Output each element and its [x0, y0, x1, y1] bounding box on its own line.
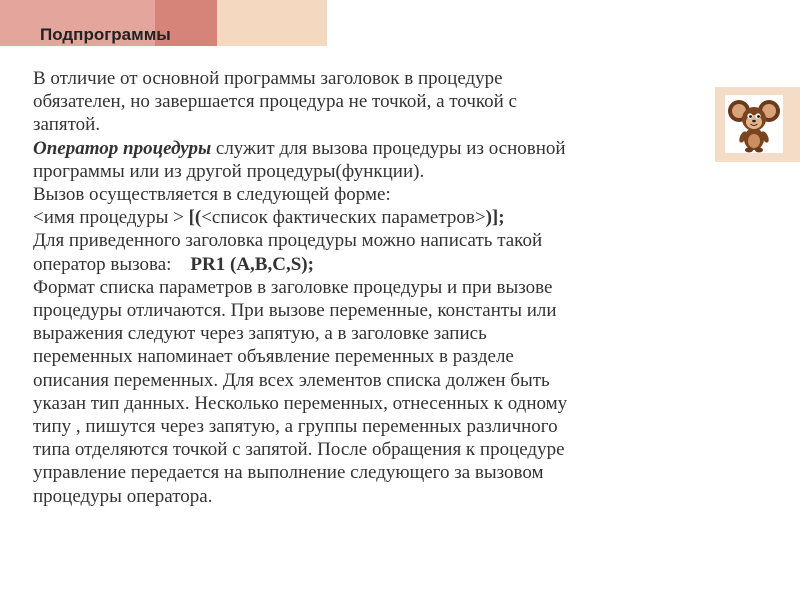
- body-line: В отличие от основной программы заголовок в процедуре: [33, 68, 503, 89]
- body-line: переменных напоминает объявление переменных в разделе: [33, 346, 514, 368]
- body-line: Вызов осуществляется в следующей форме:: [33, 184, 391, 206]
- body-line: описания переменных. Для всех элементов списка должен быть: [33, 369, 550, 391]
- call-example-code: PR1 (A,B,C,S);: [190, 253, 314, 275]
- call-example-line: [33, 253, 733, 276]
- body-line: обязателен, но завершается процедура не точкой, а точкой с: [33, 91, 517, 113]
- header-bar-segment-3: [217, 0, 327, 46]
- body-line: процедуры отличаются. При вызове переменные, константы или: [33, 300, 557, 322]
- mascot-frame: [725, 95, 783, 153]
- body-line: Формат списка параметров в заголовке процедуры и при вызове: [33, 276, 553, 298]
- body-line: управление передается на выполнение следующего за вызовом: [33, 462, 544, 484]
- slide-body: [33, 67, 733, 508]
- body-line: запятой.: [33, 114, 101, 136]
- syntax-close-bracket: )];: [485, 207, 505, 229]
- call-syntax-line: [33, 206, 733, 229]
- body-line: типа отделяются точкой с запятой. После обращения к процедуре: [33, 439, 565, 461]
- cheburashka-icon: [725, 95, 783, 153]
- body-line: [33, 137, 733, 160]
- body-line: процедуры оператора.: [33, 485, 213, 507]
- syntax-procedure-name: <имя процедуры >: [33, 207, 189, 229]
- body-line: типу , пишутся через запятую, а группы переменных различного: [33, 416, 558, 438]
- slide-title: Подпрограммы: [40, 25, 171, 44]
- syntax-param-list: <список фактических параметров>: [201, 207, 486, 229]
- body-text-run: оператор вызова:: [33, 253, 191, 275]
- body-line: выражения следуют через запятую, а в заголовке запись: [33, 323, 487, 345]
- procedure-operator-term: Оператор процедуры: [33, 137, 212, 159]
- body-line: Для приведенного заголовка процедуры можно написать такой: [33, 230, 543, 252]
- body-text-run: служит для вызова процедуры из основной: [211, 137, 566, 159]
- syntax-open-bracket: [(: [188, 207, 202, 229]
- body-line: указан тип данных. Несколько переменных, отнесенных к одному: [33, 392, 568, 414]
- body-line: программы или из другой процедуры(функции).: [33, 160, 425, 182]
